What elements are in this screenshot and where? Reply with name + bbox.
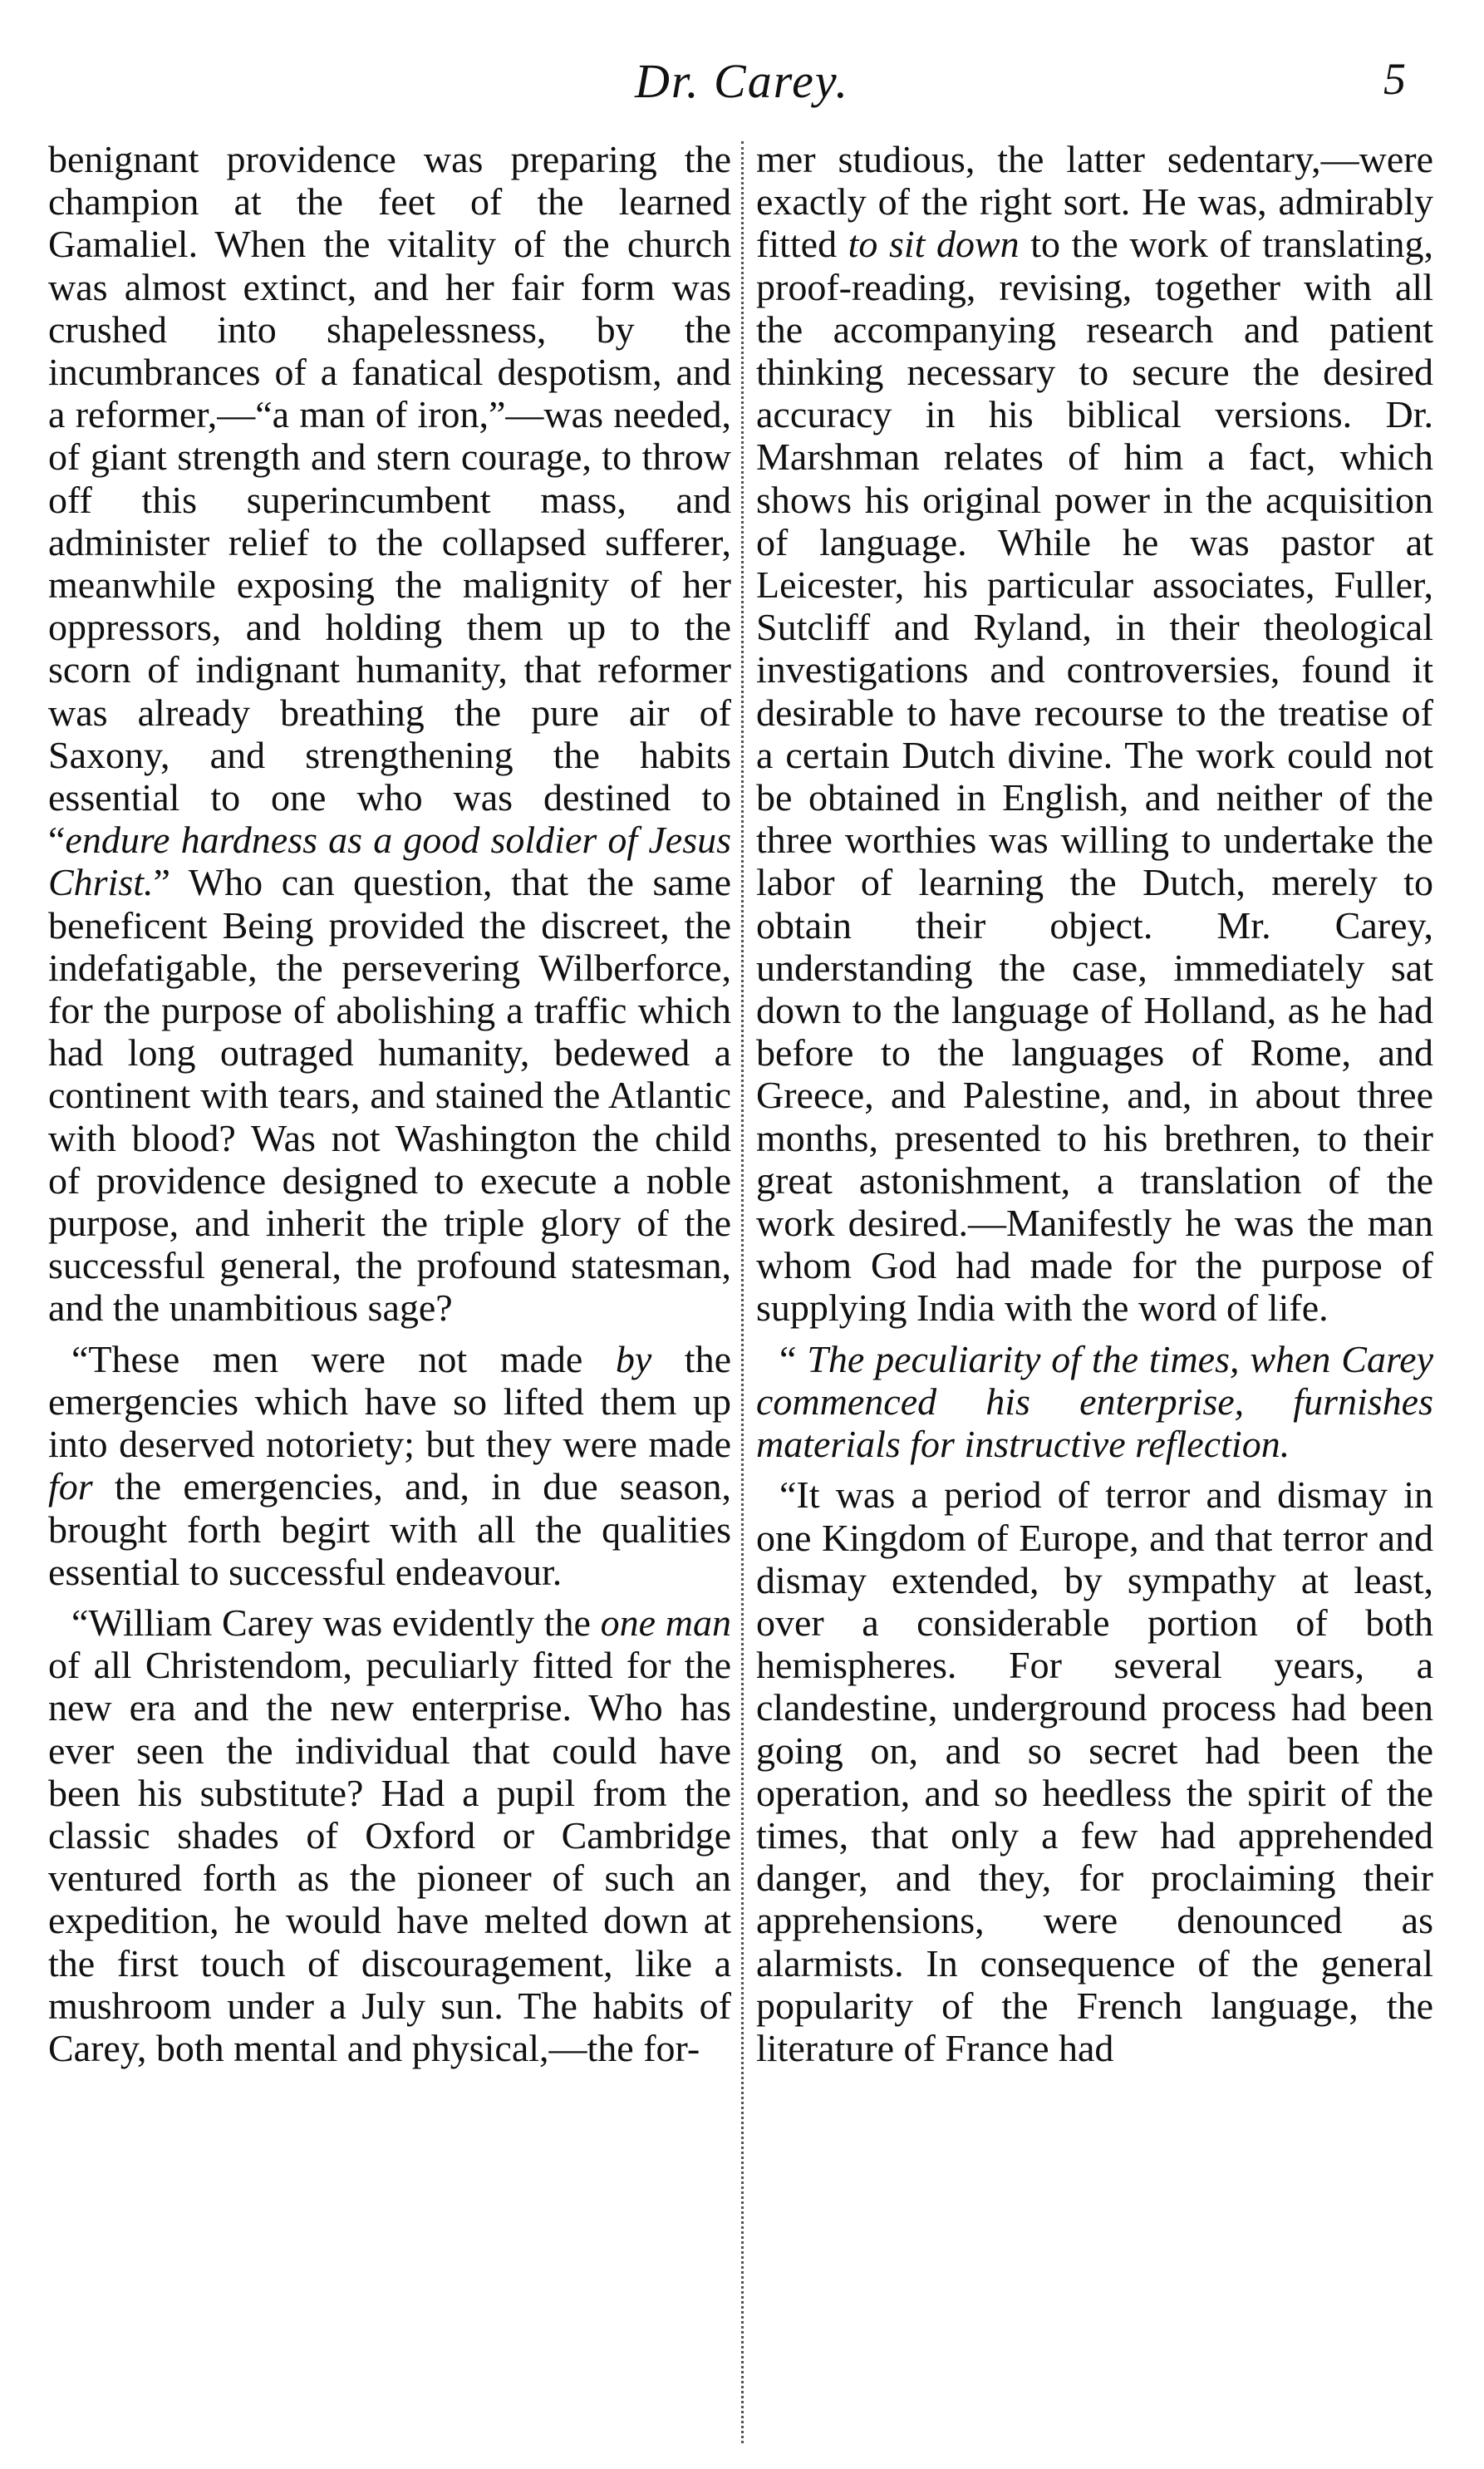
text-run: ” Who can question, that the same beneficent Being provided the discreet, the indefatigable, the persevering Wilberforce, for the purpose of abolishing a traffic which had long outraged humanity, bedewed a continent with tears, and stained the Atlantic with blood? Was not Washington the child of providence designed to execute a noble purpose, and inherit the triple glory of the successful general, the profound statesman, and the unambitious sage? <box>48 861 731 1330</box>
text-run: “ <box>779 1337 808 1380</box>
text-run: mer studious, the latter sedentary,—were exactly of the right sort. He was, admirably fitted <box>756 138 1433 266</box>
paragraph <box>48 138 731 1330</box>
text-run: “These men were not made <box>71 1337 616 1380</box>
page-number: 5 <box>1383 54 1406 104</box>
paragraph-gap <box>756 1465 1433 1473</box>
paragraph-gap <box>756 1330 1433 1338</box>
text-run: the emergencies which have so lifted them up into deserved notoriety; but they were made <box>48 1337 731 1466</box>
paragraph-gap <box>48 1593 731 1601</box>
text-run: “William Carey was evidently the <box>71 1601 601 1644</box>
paragraph <box>48 1601 731 2069</box>
running-title: Dr. Carey. <box>635 54 849 108</box>
text-run: the emergencies, and, in due season, brought forth begirt with all the qualities essential to successful endeavour. <box>48 1465 731 1593</box>
italic-text-run: to sit down <box>848 223 1020 266</box>
text-run: benignant providence was preparing the champion at the feet of the learned Gamaliel. When the vitality of the church was almost extinct, and her fair form was crushed into shapelessness, by the incumbrances of a fanatical despotism, and a reformer,—“a man of iron,”—was needed, of giant strength and stern courage, to throw off this superincumbent mass, and administer relief to the collapsed sufferer, meanwhile exposing the malignity of her oppressors, and holding them up to the scorn of indignant humanity, that reformer was already breathing the pure air of Saxony, and strengthening the habits essential to one who was destined to “ <box>48 138 731 862</box>
paragraph <box>756 1338 1433 1466</box>
italic-text-run: for <box>48 1465 93 1508</box>
paragraph <box>48 1338 731 1593</box>
text-run: of all Christendom, peculiarly fitted for the new era and the new enterprise. Who has ever seen the individual that could have been his substitute? Had a pupil from the classic shades of Oxford or Cambridge ventured forth as the pioneer of such an expedition, he would have melted down at the first touch of discouragement, like a mushroom under a July sun. The habits of Carey, both mental and physical,—the for- <box>48 1644 731 2069</box>
text-run: to the work of translating, proof-reading, revising, together with all the accompanying research and patient thinking necessary to secure the desired accuracy in his biblical versions. Dr. Marshman relates of him a fact, which shows his original power in the acquisition of language. While he was pastor at Leicester, his particular associates, Fuller, Sutcliff and Ryland, in their theological investigations and controversies, found it desirable to have recourse to the treatise of a certain Dutch divine. The work could not be obtained in English, and neither of the three worthies was willing to undertake the labor of learning the Dutch, merely to obtain their object. Mr. Carey, understanding the case, immediately sat down to the language of Holland, as he had before to the languages of Rome, and Greece, and Palestine, and, in about three months, presented to his brethren, to their great astonishment, a translation of the work desired.—Manifestly he was the man whom God had made for the purpose of supplying India with the word of life. <box>756 223 1433 1330</box>
italic-text-run: by <box>615 1337 652 1380</box>
paragraph <box>756 1473 1433 2069</box>
text-run: “It was a period of terror and dismay in one Kingdom of Europe, and that terror and dismay extended, by sympathy at least, over a considerable portion of both hemispheres. For several years, a clandestine, underground process had been going on, and so secret had been the operation, and so heedless the spirit of the times, that only a few had apprehended danger, and they, for proclaiming their apprehensions, were denounced as alarmists. In consequence of the general popularity of the French language, the literature of France had <box>756 1473 1433 2069</box>
running-head <box>0 53 1484 120</box>
paragraph-gap <box>48 1330 731 1338</box>
italic-text-run: The peculiarity of the times, when Carey commenced his enterprise, furnishes materials for instructive reflection. <box>756 1337 1433 1466</box>
right-column <box>756 138 1433 2448</box>
paragraph <box>756 138 1433 1330</box>
italic-text-run: one man <box>600 1601 731 1644</box>
left-column <box>48 138 731 2448</box>
column-divider <box>741 141 744 2443</box>
italic-text-run: endure hardness as a good soldier of Jesus Christ. <box>48 819 731 904</box>
